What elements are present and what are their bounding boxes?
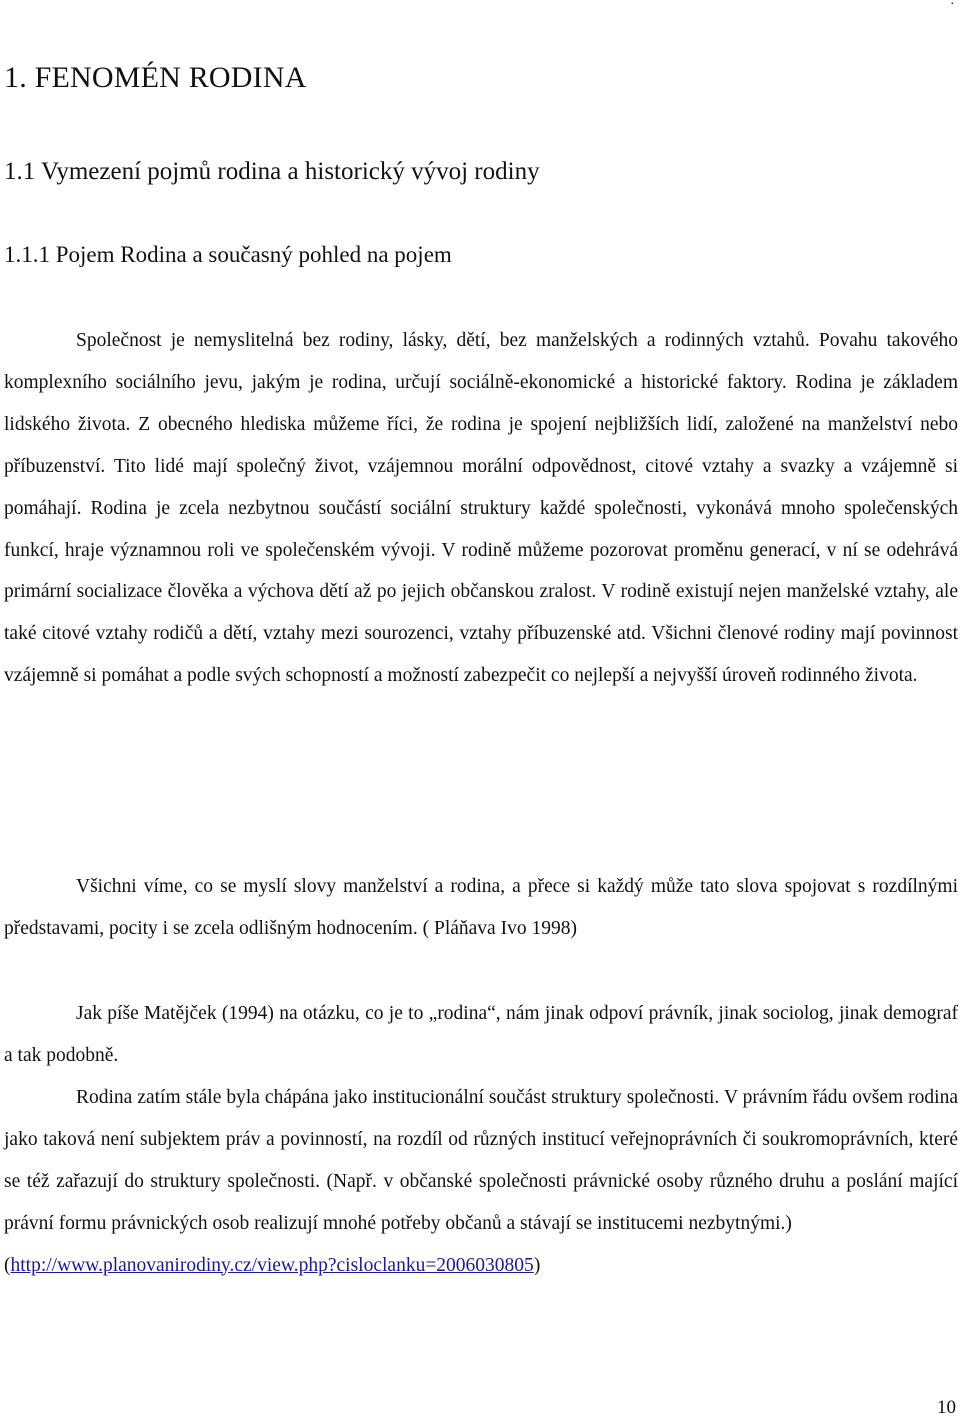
source-link-close-paren: ) bbox=[533, 1254, 541, 1276]
source-link-open-paren: ( bbox=[4, 1254, 11, 1276]
paragraph-marriage-and-family: Všichni víme, co se myslí slovy manželství a rodina, a přece si každý může tato slova spojovat s rozdílnými představami, pocity i se zcela odlišným hodnocením. ( Pláňava Ivo 1998) bbox=[4, 876, 958, 939]
paragraph-legal-order-text: Rodina zatím stále byla chápána jako institucionální součást struktury společnosti. V právním řádu ovšem rodina jako taková není subjektem práv a povinností, na rozdíl od různých institucí veřejnoprávních či soukromoprávních, které se též zařazují do struktury společnosti. (Např. v občanské společnosti právnické osoby různého druhu a poslání mající právní formu právnických osob realizují mnohé potřeby občanů a stávají se institucemi nezbytnými.) bbox=[4, 1087, 958, 1234]
paragraph-matejcek: Jak píše Matějček (1994) na otázku, co je to „rodina“, nám jinak odpoví právník, jinak sociolog, jinak demograf a tak podobně. bbox=[4, 1003, 958, 1066]
chapter-heading: 1. FENOMÉN RODINA bbox=[4, 61, 307, 94]
paragraph-legal-order bbox=[4, 1077, 958, 1287]
page-number: 10 bbox=[937, 1397, 956, 1418]
source-link[interactable]: http://www.planovanirodiny.cz/view.php?cisloclanku=2006030805 bbox=[10, 1254, 534, 1276]
section-heading: 1.1 Vymezení pojmů rodina a historický vývoj rodiny bbox=[4, 158, 540, 185]
subsection-heading: 1.1.1 Pojem Rodina a současný pohled na pojem bbox=[4, 242, 452, 267]
corner-mark: . bbox=[950, 0, 954, 8]
paragraph-family-definition: Společnost je nemyslitelná bez rodiny, lásky, dětí, bez manželských a rodinných vztahů. Povahu takového komplexního sociálního jevu, jakým je rodina, určují sociálně-ekonomické a historické faktory. Rodina je základem lidského života. Z obecného hlediska můžeme říci, že rodina je spojení nejbližších lidí, založené na manželství nebo příbuzenství. Tito lidé mají společný život, vzájemnou morální odpovědnost, citové vztahy a svazky a vzájemně si pomáhají. Rodina je zcela nezbytnou součástí sociální struktury každé společnosti, vykonává mnoho společenských funkcí, hraje významnou roli ve společenském vývoji. V rodině můžeme pozorovat proměnu generací, v ní se odehrává primární socializace člověka a výchova dětí až po jejich občanskou zralost. V rodině existují nejen manželské vztahy, ale také citové vztahy rodičů a dětí, vztahy mezi sourozenci, vztahy příbuzenské atd. Všichni členové rodiny mají povinnost vzájemně si pomáhat a podle svých schopností a možností zabezpečit co nejlepší a nejvyšší úroveň rodinného života. bbox=[4, 330, 958, 687]
